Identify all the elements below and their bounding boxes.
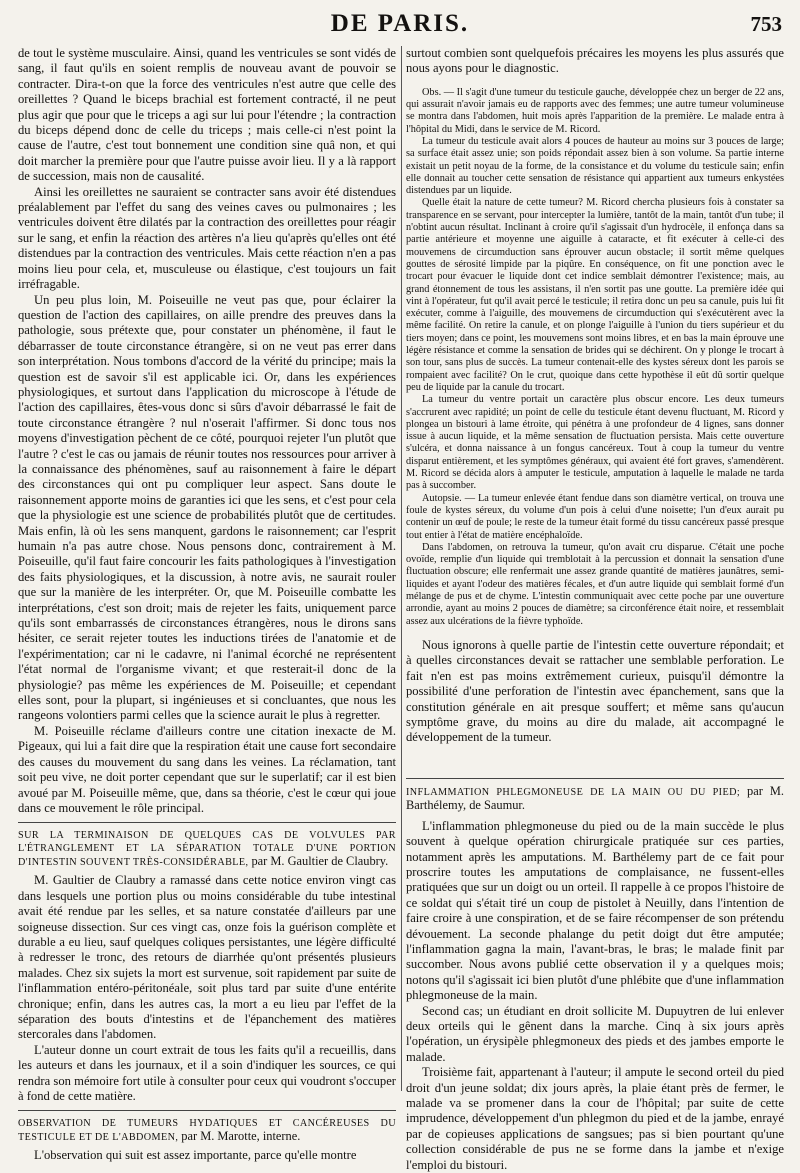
article-title: SUR LA TERMINAISON DE QUELQUES CAS DE VOLVULES PAR L'ÉTRANGLEMENT ET LA SÉPARATION TOTALE D'UNE PORTION D'INTESTIN SOUVENT TRÈS-CONSIDÉRABLE,: [18, 830, 396, 869]
paragraph: L'auteur donne un court extrait de tous les faits qu'il a recueillis, dans les auteurs et dans les journaux, et il a soin d'indiquer les sources, ce qui rendra son mémoire fort utile à consulter pour ceux qui voudront s'occuper à fond de cette matière.: [18, 1042, 396, 1103]
article-author: par M. Marotte, interne.: [181, 1129, 301, 1144]
running-title: DE PARIS.: [330, 10, 470, 37]
paragraph: Troisième fait, appartenant à l'auteur; il ampute le second orteil du pied droit d'un jeune soldat; dix jours après, la plaie étant près de fermer, le malade va se promener dans la cour de l'hôpital; par suite de cette imprudence, développement d'un phlegmon du pied et de la jambe, enrayé par de copieuses applications de sangsues; pas si bien pourtant qu'une collection considérable de pus ne se forme dans la jambe et n'exige l'emploi du bistouri.: [406, 1065, 784, 1172]
article-heading: [18, 1110, 396, 1144]
left-column: [18, 46, 396, 1163]
paragraph: M. Gaultier de Claubry a ramassé dans cette notice environ vingt cas dans lesquels une portion plus ou moins considérable du tube intestinal avait été rendue par les selles, et sa nature constatée d'ailleurs par une soigneuse dissection. Sur ces vingt cas, onze fois la guérison complète et durable a eu lieu, sauf quelques coliques persistantes, une légère difficulté à redresser le tronc, des retours de diarrhée qu'ont présentés plusieurs malades. Chez six sujets la mort est survenue, soit rapidement par suite de l'inflammation entéro-péritonéale, soit plus tard par suite d'une entérite chronique; enfin, dans les autres cas, la mort a eu lieu par l'effet de la séparation des bouts d'intestins et de l'épanchement des matières stercorales dans l'abdomen.: [18, 873, 396, 1042]
paragraph: L'inflammation phlegmoneuse du pied ou de la main succède le plus souvent à quelque opération chirurgicale pratiquée sur ces parties, notamment après les amputations. M. Barthélemy part de ce fait pour proscrire toutes les amputations de complaisance, ne fussent-elles pratiquées que sur un doigt ou un orteil. Il rappelle à ce propos l'histoire de ce soldat qui s'était tiré un coup de pistolet à Neuilly, dans l'intention de faire croire à une conspiration, et de se faire récompenser de son prétendu dévouement. La seconde phalange du petit doigt dut être amputée; l'inflammation gagna la main, l'avant-bras, le bras; le malade finit par succomber. Nous avons publié cette observation il y a quelques mois; notons qu'il s'agissait ici bien plutôt d'une phlébite que d'une inflammation phlegmoneuse de la main.: [406, 818, 784, 1003]
observation-paragraph: Dans l'abdomen, on retrouva la tumeur, qu'on avait cru disparue. C'était une poche ovoïde, remplie d'un liquide qui tremblotait à la percussion et donnait la sensation d'une fluctuation obscure; elle renfermait une assez grande quantité de matières jaunâtres, semi-liquides et ayant l'odeur des matières fécales, et d'un autre liquide qui semblait formé d'un mélange de pus et de chyme. L'intestin communiquait avec cette poche par une ouverture arrondie, ayant au moins 2 pouces de diamètre; sa circonférence était noire, et ressemblait assez aux ulcérations de la fièvre typhoïde.: [406, 541, 784, 627]
article-author: par M. Barthélemy, de Saumur.: [406, 783, 784, 812]
observation-paragraph: Autopsie. — La tumeur enlevée étant fendue dans son diamètre vertical, on trouva une foule de kystes séreux, du volume d'un pois à celui d'une noisette; l'un d'eux aurait pu contenir un œuf de poule; le reste de la tumeur était formé du tissu cancéreux passé presque tout entier à l'état de matière encéphaloïde.: [406, 492, 784, 541]
observation-block: [406, 87, 784, 628]
article-heading: [18, 822, 396, 869]
article-heading: [406, 778, 784, 813]
paragraph: surtout combien sont quelquefois précaires les moyens les plus assurés que nous ayons pour le diagnostic.: [406, 46, 784, 76]
column-rule: [401, 46, 402, 1091]
paragraph: L'observation qui suit est assez importante, parce qu'elle montre: [34, 1148, 357, 1163]
page-header: [18, 10, 782, 38]
observation-paragraph: La tumeur du testicule avait alors 4 pouces de hauteur au moins sur 3 pouces de large; sa surface était assez unie; son poids répondait assez bien à son volume. Sa partie interne existait un petit noyau de la forme, de la consistance et du volume du testicule sain; enfin elle donnait au toucher cette sensation de résistance qui appartient aux tumeurs enkystées distendues par un liquide.: [406, 136, 784, 197]
article-title: INFLAMMATION PHLEGMONEUSE DE LA MAIN OU DU PIED;: [406, 786, 741, 798]
paragraph: de tout le système musculaire. Ainsi, quand les ventricules se sont vidés de sang, il faut qu'ils en soient remplis de nouveau avant de pouvoir se contracter. Dira-t-on que la force des ventricules n'est autre que celle des oreillettes ? Quand le biceps brachial est fortement contracté, il ne peut plus agir que pour que le triceps a agi sur lui pour l'étendre ; la contraction du biceps dépend donc de celle du triceps ; mais celle-ci n'est point la cause de l'autre, c'est tout bonnement une condition sine quâ non, et qui doit marcher la première pour que l'autre puisse avoir lieu. Il y a là rapport de succession, mais non de causalité.: [18, 46, 396, 184]
paragraph: Nous ignorons à quelle partie de l'intestin cette ouverture répondait; et à quelles circonstances devait se rattacher une semblable perforation. Le fait n'en est pas moins extrêmement curieux, puisqu'il démontre la possibilité d'une perforation de l'intestin avec épanchement, sans que la constitution générale en ait presque souffert; et même sans qu'aucun symptôme grave, du moins au dire du malade, ait accompagné le développement de la tumeur.: [406, 637, 784, 745]
paragraph: M. Poiseuille réclame d'ailleurs contre une citation inexacte de M. Pigeaux, qui lui a fait dire que la respiration était une cause fort secondaire des causes du mouvement du sang dans les veines. La réclamation, tant soit peu vive, ne doit porter cependant que sur le superlatif; car il est bien avoué par M. Poiseuille même, que, dans sa théorie, c'est le cœur qui joue dans ce mouvement le rôle principal.: [18, 723, 396, 815]
observation-paragraph: Obs. — Il s'agit d'une tumeur du testicule gauche, développée chez un berger de 22 ans, qui assurait n'avoir jamais eu de rapports avec des femmes; une autre tumeur volumineuse se montra dans l'abdomen, huit mois après l'apparition de la première. Le malade entra à l'hôpital du Midi, dans le service de M. Ricord.: [406, 86, 784, 135]
page-number: 753: [750, 12, 782, 36]
article-author: par M. Gaultier de Claubry.: [251, 854, 389, 869]
observation-paragraph: La tumeur du ventre portait un caractère plus obscur encore. Les deux tumeurs s'accrurent avec rapidité; un point de celle du testicule étant devenu fluctuant, M. Ricord y plongea un bistouri à lame étroite, qui pénétra à une profondeur de 4 lignes, sans donner issue à aucun liquide, et la même sensation de fluctuation persista. Mais cette ouverture s'ulcéra, et donna naissance à un fongus cancéreux. Tout à coup la tumeur du ventre disparut entièrement, et les symptômes généraux, qui avaient été fort graves, s'amendèrent. M. Ricord se décida alors à amputer le testicule, amputation à laquelle le malade ne tarda pas à succomber.: [406, 394, 784, 492]
observation-paragraph: Quelle était la nature de cette tumeur? M. Ricord chercha plusieurs fois à constater sa transparence en se servant, pour intercepter la lumière, tantôt de la main, tantôt d'un tube; il n'obtint aucun résultat. Inclinant à croire qu'il s'agissait d'un hydrocèle, il enfonça dans sa partie antérieure et moyenne une aiguille à cataracte, et fit exécuter à celle-ci des mouvemens de circumduction sans éprouver aucun obstacle; il sortit même quelques gouttes de sérosité limpide par la piqûre. En conséquence, on fit une ponction avec le trocart pour évacuer le liquide dont cet indice semblait démontrer l'existence; mais, au grand étonnement de tous les assistans, il n'en sortit pas une goutte. La première idée qui vint à l'opérateur, fut qu'il avait percé le testicule; il retira donc un peu sa canule, puis lui fit exécuter, comme à l'aiguille, des mouvemens de circumduction qui s'exécutèrent avec la même facilité. On retire la canule, et on plonge l'aiguille à l'union du tiers supérieur et du tiers moyen; dans ce point, les mouvemens sont moins libres, et en bas la main éprouve une légère résistance et comme la sensation de brides qui se déchirent. On y plonge le trocart à son tour, sans plus de succès. La tumeur contenait-elle des kystes séreux dont les parois se rompaient avec facilité? On le crut, quoique dans cette hypothèse il eût dû sortir quelque peu de liquide par la canule du trocart.: [406, 197, 784, 393]
paragraph: Ainsi les oreillettes ne sauraient se contracter sans avoir été distendues préalablement par l'effet du sang des veines caves ou pulmonaires ; les ventricules doivent être dilatés par la contraction des oreillettes pour réagir sur le sang, et enfin la réaction des artères n'a lieu qu'après qu'elles ont été distendues par la contraction des ventricules. Mais cette réaction n'en a pas moins lieu pour cela, et, musculeuse ou élastique, c'est toujours un fait irréfragable.: [18, 184, 396, 292]
paragraph: Second cas; un étudiant en droit sollicite M. Dupuytren de lui enlever deux orteils qui le gênent dans la marche. Cinq à six jours après l'opération, un érysipèle phlegmoneux des pieds et des jambes emporte le malade.: [406, 1003, 784, 1064]
paragraph: Un peu plus loin, M. Poiseuille ne veut pas que, pour éclairer la question de l'action des capillaires, on aille prendre des preuves dans la pathologie, sous prétexte que, pour constater un phénomène, il faut le débarrasser de toute circonstance étrangère, si on ne veut pas errer dans son interprétation. Nous tombons d'accord de la vérité du principe; mais la question est de savoir s'il est applicable ici. Or, dans les expériences physiologiques, et surtout dans l'application du microscope à l'étude de l'action des capillaires, êtes-vous donc si sûrs d'avoir débarrassé le fait de toute circonstance étrangère ? nul n'oserait l'affirmer. Si donc tous nos moyens d'investigation pèchent de ce côté, pourquoi rejeter l'un plutôt que l'autre ? c'est le cas ou jamais de réunir toutes nos ressources pour arriver à la connaissance des phénomènes, sauf au raisonnement à faire le départ des circonstances qui ont pu compliquer leur aspect. Sans doute le raisonnement apporte moins de garanties ici que les sens, et c'est pour cela que la physiologie est une science de probabilités plutôt que de certitudes. Mais enfin, là où les sens manquent, gardons le raisonnement; car l'esprit humain n'a pas autre chose. Nous pensons donc, contrairement à M. Poiseuille, qu'il faut faire concourir les faits pathologiques à l'investigation des faits physiologiques, et la discussion, à notre avis, ne saurait rouler que sur la manière de les interpréter. Or, que M. Poiseuille combatte les interprétations, c'est son droit; mais de rejeter les faits, uniquement parce qu'ils sont embarrassés de circonstances étrangères, nous le dirons sans hésiter, ce serait rejeter toutes les inductions tirées de l'anatomie et de l'expérimentation; car ni le cadavre, ni l'animal écorché ne représentent l'état normal de l'organisme vivant; et que resterait-il donc de la physiologie? pas même les expériences de M. Poiseuille; et cependant elles sont, pour la plupart, si ingénieuses et si concluantes, que nous les rangeons volontiers parmi celles que la science aurait le plus à regretter.: [18, 292, 396, 723]
article-title: OBSERVATION DE TUMEURS HYDATIQUES ET CANCÉREUSES DU TESTICULE ET DE L'ABDOMEN,: [18, 1118, 396, 1144]
right-column: [406, 46, 784, 1172]
